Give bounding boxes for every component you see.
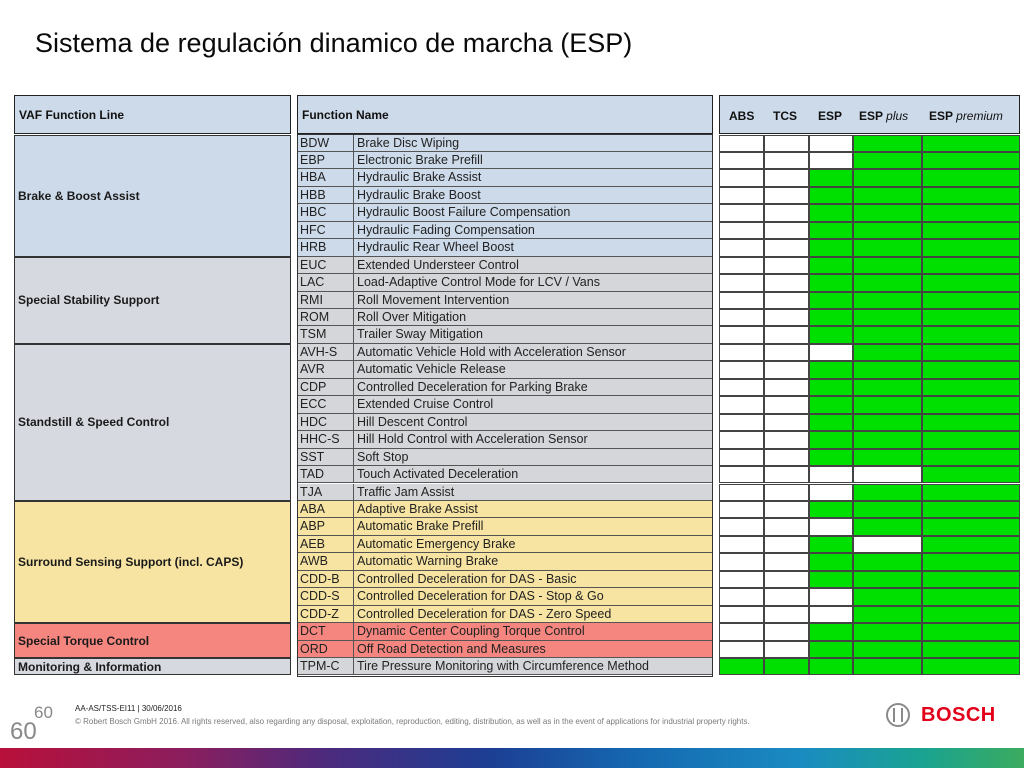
availability-cell-esp-premium (922, 658, 1020, 675)
availability-cell-esp (809, 135, 853, 152)
availability-cell-esp-plus (853, 658, 922, 675)
function-name: Hydraulic Boost Failure Compensation (357, 205, 571, 220)
function-row (297, 344, 713, 361)
availability-cell-esp-premium (922, 449, 1020, 466)
availability-cell-tcs (764, 292, 809, 309)
availability-cell-esp (809, 571, 853, 588)
function-row (297, 135, 713, 152)
function-row (297, 606, 713, 623)
function-row (297, 466, 713, 483)
availability-cell-abs (719, 431, 764, 448)
function-row (297, 187, 713, 204)
availability-cell-esp-plus (853, 274, 922, 291)
availability-cell-esp (809, 187, 853, 204)
function-name: Load-Adaptive Control Mode for LCV / Vans (357, 275, 600, 290)
availability-cell-abs (719, 571, 764, 588)
function-name: Electronic Brake Prefill (357, 152, 483, 167)
page-number-small: 60 (34, 703, 53, 722)
function-code: AVH-S (297, 344, 354, 360)
function-name: Automatic Vehicle Release (357, 362, 506, 377)
function-name: Extended Understeer Control (357, 257, 519, 272)
function-row (297, 641, 713, 658)
availability-cell-abs (719, 292, 764, 309)
header-esp: ESP (818, 109, 843, 123)
function-name: Hydraulic Brake Boost (357, 187, 481, 202)
availability-cell-esp (809, 449, 853, 466)
availability-cell-esp (809, 484, 853, 501)
header-esp-premium: ESP premium (929, 109, 1003, 123)
availability-cell-esp (809, 274, 853, 291)
function-code: EBP (297, 152, 354, 168)
availability-cell-abs (719, 536, 764, 553)
availability-cell-abs (719, 501, 764, 518)
function-name: Hill Hold Control with Acceleration Sensor (357, 432, 588, 447)
copyright-notice: © Robert Bosch GmbH 2016. All rights reserved, also regarding any disposal, exploitation, reproduction, editing, distribution, as well as in the event of applications for industrial property rights. (75, 717, 750, 726)
function-code: HHC-S (297, 431, 354, 447)
availability-cell-tcs (764, 169, 809, 186)
function-code: ORD (297, 641, 354, 657)
availability-cell-esp (809, 169, 853, 186)
availability-cell-esp (809, 641, 853, 658)
availability-cell-esp-plus (853, 571, 922, 588)
availability-cell-esp (809, 239, 853, 256)
availability-cell-esp-premium (922, 553, 1020, 570)
function-name: Traffic Jam Assist (357, 484, 455, 499)
function-name: Hydraulic Rear Wheel Boost (357, 240, 515, 255)
availability-cell-tcs (764, 588, 809, 605)
availability-cell-tcs (764, 187, 809, 204)
availability-cell-esp-premium (922, 484, 1020, 501)
availability-cell-tcs (764, 414, 809, 431)
function-code: ABA (297, 501, 354, 517)
availability-cell-abs (719, 449, 764, 466)
availability-cell-esp (809, 658, 853, 675)
availability-cell-esp-premium (922, 344, 1020, 361)
function-row (297, 309, 713, 326)
availability-cell-esp-plus (853, 379, 922, 396)
document-reference: AA-AS/TSS-EI11 | 30/06/2016 (75, 704, 182, 713)
function-code: SST (297, 449, 354, 465)
availability-cell-esp (809, 361, 853, 378)
function-code: TPM-C (297, 658, 354, 674)
availability-cell-esp-plus (853, 309, 922, 326)
availability-cell-esp-premium (922, 361, 1020, 378)
availability-cell-esp-premium (922, 187, 1020, 204)
vaf-group: Standstill & Speed Control (14, 344, 291, 501)
availability-cell-tcs (764, 309, 809, 326)
availability-cell-tcs (764, 658, 809, 675)
function-code: ROM (297, 309, 354, 325)
function-code: HRB (297, 239, 354, 255)
vaf-group: Special Stability Support (14, 257, 291, 344)
availability-cell-tcs (764, 326, 809, 343)
function-row (297, 274, 713, 291)
availability-cell-abs (719, 344, 764, 361)
function-row (297, 623, 713, 640)
availability-cell-tcs (764, 518, 809, 535)
availability-cell-esp (809, 536, 853, 553)
function-name: Roll Over Mitigation (357, 310, 467, 324)
availability-cell-esp-plus (853, 257, 922, 274)
availability-cell-esp-premium (922, 292, 1020, 309)
availability-cell-abs (719, 379, 764, 396)
availability-cell-tcs (764, 204, 809, 221)
function-name: Controlled Deceleration for DAS - Basic (357, 571, 577, 586)
availability-cell-tcs (764, 501, 809, 518)
availability-cell-abs (719, 257, 764, 274)
availability-cell-esp-plus (853, 169, 922, 186)
function-name: Tire Pressure Monitoring with Circumference Method (357, 659, 650, 673)
availability-cell-esp-plus (853, 135, 922, 152)
function-code: RMI (297, 292, 354, 308)
function-name: Roll Movement Intervention (357, 292, 510, 307)
availability-cell-abs (719, 623, 764, 640)
availability-cell-esp (809, 431, 853, 448)
availability-cell-esp-plus (853, 344, 922, 361)
availability-cell-esp-plus (853, 187, 922, 204)
vaf-group: Brake & Boost Assist (14, 135, 291, 257)
availability-cell-esp-plus (853, 501, 922, 518)
availability-cell-esp-plus (853, 623, 922, 640)
function-name: Brake Disc Wiping (357, 135, 460, 150)
availability-cell-esp-premium (922, 152, 1020, 169)
availability-cell-esp (809, 204, 853, 221)
availability-cell-esp-plus (853, 152, 922, 169)
header-function-name: Function Name (297, 95, 713, 134)
availability-cell-esp (809, 152, 853, 169)
header-esp-plus: ESP plus (859, 109, 909, 123)
availability-cell-tcs (764, 396, 809, 413)
availability-cell-tcs (764, 379, 809, 396)
availability-cell-esp-premium (922, 588, 1020, 605)
availability-cell-abs (719, 466, 764, 483)
availability-cell-esp-plus (853, 239, 922, 256)
page-number: 60 (10, 718, 37, 745)
function-code: AEB (297, 536, 354, 552)
availability-cell-tcs (764, 553, 809, 570)
availability-cell-abs (719, 414, 764, 431)
function-code: LAC (297, 274, 354, 290)
availability-cell-esp-premium (922, 466, 1020, 483)
availability-cell-tcs (764, 484, 809, 501)
availability-cell-esp (809, 553, 853, 570)
availability-cell-esp-plus (853, 484, 922, 501)
availability-cell-esp-plus (853, 536, 922, 553)
vaf-group: Surround Sensing Support (incl. CAPS) (14, 501, 291, 623)
availability-cell-tcs (764, 152, 809, 169)
availability-cell-esp (809, 466, 853, 483)
function-row (297, 484, 713, 501)
availability-cell-abs (719, 187, 764, 204)
function-name: Automatic Brake Prefill (357, 519, 484, 534)
bosch-logo-text: BOSCH (921, 704, 996, 726)
function-row (297, 658, 713, 675)
function-code: AVR (297, 361, 354, 377)
function-code: TJA (297, 484, 354, 500)
function-name: Extended Cruise Control (357, 397, 494, 412)
availability-cell-esp (809, 292, 853, 309)
availability-cell-tcs (764, 606, 809, 623)
function-row (297, 361, 713, 378)
function-code: CDD-S (297, 588, 354, 604)
availability-cell-esp-plus (853, 292, 922, 309)
function-name: Hydraulic Fading Compensation (357, 222, 535, 237)
availability-cell-esp-premium (922, 431, 1020, 448)
vaf-group: Monitoring & Information (14, 658, 291, 675)
availability-cell-abs (719, 396, 764, 413)
availability-cell-esp-plus (853, 431, 922, 448)
function-row (297, 536, 713, 553)
availability-cell-tcs (764, 431, 809, 448)
function-name: Off Road Detection and Measures (357, 641, 546, 656)
header-systems (719, 95, 1020, 134)
availability-cell-abs (719, 169, 764, 186)
availability-cell-abs (719, 588, 764, 605)
availability-cell-esp-premium (922, 623, 1020, 640)
function-name: Automatic Vehicle Hold with Acceleration Sensor (357, 344, 626, 359)
function-name: Automatic Emergency Brake (357, 536, 516, 551)
availability-cell-esp (809, 257, 853, 274)
function-row (297, 588, 713, 605)
function-name: Automatic Warning Brake (357, 554, 499, 569)
function-row (297, 414, 713, 431)
availability-cell-abs (719, 484, 764, 501)
availability-cell-esp-plus (853, 326, 922, 343)
availability-cell-esp (809, 588, 853, 605)
availability-cell-esp-premium (922, 606, 1020, 623)
function-name: Controlled Deceleration for Parking Brake (357, 379, 588, 394)
availability-cell-esp-plus (853, 641, 922, 658)
availability-cell-tcs (764, 466, 809, 483)
availability-cell-esp-premium (922, 641, 1020, 658)
availability-cell-tcs (764, 257, 809, 274)
vaf-group: Special Torque Control (14, 623, 291, 658)
availability-cell-tcs (764, 623, 809, 640)
function-row (297, 152, 713, 169)
function-name: Trailer Sway Mitigation (357, 327, 483, 342)
availability-cell-esp (809, 606, 853, 623)
availability-cell-esp-premium (922, 326, 1020, 343)
function-name: Soft Stop (357, 449, 409, 464)
function-row (297, 379, 713, 396)
availability-cell-esp-premium (922, 501, 1020, 518)
availability-cell-esp-plus (853, 553, 922, 570)
availability-cell-esp-plus (853, 606, 922, 623)
availability-cell-abs (719, 239, 764, 256)
availability-cell-esp-plus (853, 518, 922, 535)
availability-cell-esp (809, 623, 853, 640)
availability-cell-esp-plus (853, 204, 922, 221)
function-code: AWB (297, 553, 354, 569)
function-row (297, 501, 713, 518)
bosch-armature-icon (886, 703, 910, 727)
function-code: TSM (297, 326, 354, 342)
availability-cell-esp-premium (922, 135, 1020, 152)
header-vaf-function-line: VAF Function Line (14, 95, 291, 134)
availability-cell-esp-premium (922, 536, 1020, 553)
availability-cell-abs (719, 641, 764, 658)
availability-cell-esp-premium (922, 169, 1020, 186)
function-name: Controlled Deceleration for DAS - Zero Speed (357, 606, 612, 621)
availability-cell-esp (809, 414, 853, 431)
function-code: HDC (297, 414, 354, 430)
function-name: Touch Activated Deceleration (357, 467, 519, 482)
availability-cell-tcs (764, 571, 809, 588)
function-name: Hill Descent Control (357, 414, 468, 429)
availability-cell-abs (719, 274, 764, 291)
page-title: Sistema de regulación dinamico de marcha (ESP) (35, 28, 633, 58)
availability-cell-esp (809, 309, 853, 326)
header-tcs: TCS (773, 109, 797, 123)
function-row (297, 431, 713, 448)
availability-cell-esp-plus (853, 449, 922, 466)
function-name: Adaptive Brake Assist (357, 501, 478, 516)
availability-cell-abs (719, 518, 764, 535)
function-row (297, 239, 713, 256)
function-name: Hydraulic Brake Assist (357, 170, 482, 185)
availability-cell-esp (809, 326, 853, 343)
availability-cell-esp-premium (922, 239, 1020, 256)
availability-cell-esp-plus (853, 222, 922, 239)
function-name: Controlled Deceleration for DAS - Stop & Go (357, 589, 604, 604)
availability-cell-esp (809, 501, 853, 518)
availability-cell-esp-premium (922, 309, 1020, 326)
availability-cell-tcs (764, 641, 809, 658)
function-row (297, 326, 713, 343)
function-row (297, 292, 713, 309)
function-code: HBA (297, 169, 354, 185)
availability-cell-esp-plus (853, 466, 922, 483)
function-row (297, 204, 713, 221)
availability-cell-tcs (764, 135, 809, 152)
function-row (297, 449, 713, 466)
function-code: HBB (297, 187, 354, 203)
availability-cell-tcs (764, 222, 809, 239)
availability-cell-esp-premium (922, 257, 1020, 274)
function-code: EUC (297, 257, 354, 273)
function-row (297, 518, 713, 535)
availability-cell-esp-premium (922, 518, 1020, 535)
availability-cell-esp-premium (922, 222, 1020, 239)
availability-cell-abs (719, 326, 764, 343)
availability-cell-esp-plus (853, 414, 922, 431)
availability-cell-abs (719, 222, 764, 239)
function-name: Dynamic Center Coupling Torque Control (357, 624, 585, 639)
footer-color-stripe (0, 748, 1024, 768)
header-abs: ABS (729, 109, 755, 123)
availability-cell-esp (809, 518, 853, 535)
availability-cell-esp (809, 222, 853, 239)
function-code: ABP (297, 518, 354, 534)
availability-cell-abs (719, 309, 764, 326)
availability-cell-abs (719, 361, 764, 378)
availability-cell-esp-plus (853, 588, 922, 605)
function-code: CDP (297, 379, 354, 395)
availability-cell-abs (719, 606, 764, 623)
function-row (297, 169, 713, 186)
availability-cell-esp-premium (922, 274, 1020, 291)
availability-cell-abs (719, 135, 764, 152)
function-code: TAD (297, 466, 354, 482)
availability-cell-tcs (764, 344, 809, 361)
function-code: HFC (297, 222, 354, 238)
availability-cell-tcs (764, 536, 809, 553)
function-row (297, 222, 713, 239)
availability-cell-tcs (764, 239, 809, 256)
availability-cell-abs (719, 553, 764, 570)
availability-cell-esp (809, 379, 853, 396)
availability-cell-tcs (764, 449, 809, 466)
function-code: ECC (297, 396, 354, 412)
function-code: HBC (297, 204, 354, 220)
availability-cell-esp (809, 396, 853, 413)
function-code: CDD-B (297, 571, 354, 587)
function-row (297, 396, 713, 413)
function-code: CDD-Z (297, 606, 354, 622)
availability-cell-esp-premium (922, 414, 1020, 431)
function-row (297, 257, 713, 274)
function-row (297, 553, 713, 570)
availability-cell-abs (719, 204, 764, 221)
availability-cell-esp-premium (922, 204, 1020, 221)
availability-cell-esp-premium (922, 571, 1020, 588)
availability-cell-esp (809, 344, 853, 361)
function-code: DCT (297, 623, 354, 639)
availability-cell-esp-plus (853, 361, 922, 378)
function-code: BDW (297, 135, 354, 151)
availability-cell-esp-premium (922, 396, 1020, 413)
availability-cell-abs (719, 152, 764, 169)
availability-cell-tcs (764, 361, 809, 378)
availability-cell-esp-premium (922, 379, 1020, 396)
function-row (297, 571, 713, 588)
availability-cell-esp-plus (853, 396, 922, 413)
availability-cell-abs (719, 658, 764, 675)
availability-cell-tcs (764, 274, 809, 291)
